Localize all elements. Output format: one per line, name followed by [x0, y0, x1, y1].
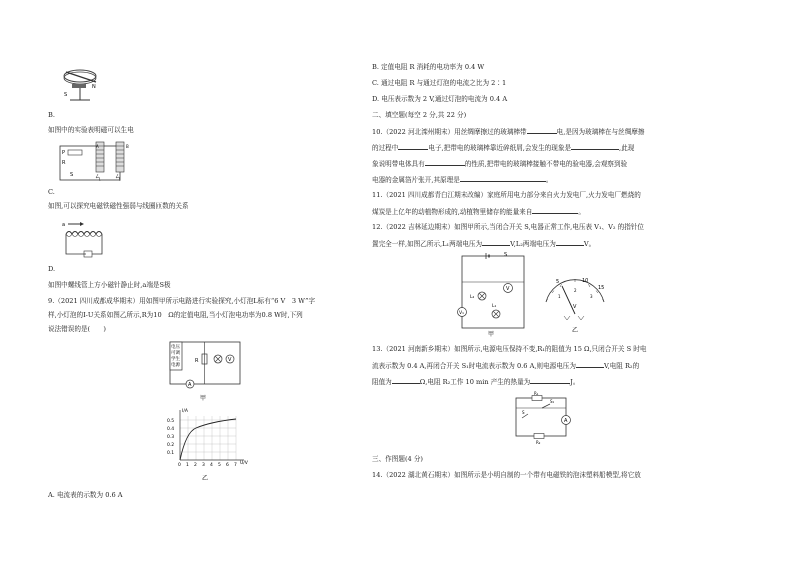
option-c-marker: C. [48, 188, 55, 196]
label-s1: S₁ [550, 399, 555, 404]
x-tick-1: 1 [186, 463, 189, 468]
caption-yi: 乙 [572, 327, 579, 334]
dial-inner-2: 2 [574, 288, 577, 293]
q11-text-2a: 煤炭是上亿年的动植物形成的,动植物里储存的能量来自 [372, 208, 533, 216]
label-p: P [62, 150, 66, 156]
q10-text-1a: 10.（2022 河北滦州期末）用丝绸摩擦过的玻璃棒带 [372, 128, 527, 136]
label-v: V [228, 357, 232, 363]
y-tick-4: 0.1 [167, 451, 175, 456]
y-tick-1: 0.4 [167, 427, 175, 432]
x-tick-4: 4 [210, 463, 213, 468]
label-r: R [195, 358, 199, 364]
q10-blank-5[interactable] [460, 174, 546, 182]
label-b: B [126, 144, 129, 149]
label-s: S [70, 172, 74, 178]
x-label: U/V [240, 461, 248, 466]
q12-line-1: 12.（2022 吉林延边期末）如图甲所示,当闭合开关 S,电器正常工作,电压表 V₁、V₂ 的指针位 [372, 223, 645, 231]
resistor-r1 [532, 396, 542, 401]
graph-grid [180, 416, 236, 460]
q9-option-c: C. 通过电阻 R 与通过灯泡的电流之比为 2∶1 [372, 79, 507, 87]
q9-line-2: 样,小灯泡的I-U关系如图乙所示,R为10 Ω的定值电阻,当小灯泡电功率为0.8 W时,下列 [48, 311, 303, 319]
option-d-text: 如图中螺线管上方小磁针静止时,a端是S极 [48, 281, 171, 289]
q11-line-1: 11.（2021 四川成都青白江期末改编）家庭所用电力部分来自火力发电厂,火力发电厂燃烧的 [372, 191, 641, 199]
caption-yi: 乙 [202, 475, 209, 482]
figure-9-yi-graph [162, 406, 252, 484]
caption-jia: 甲 [488, 331, 495, 338]
q10-line-1 [372, 126, 644, 137]
q10-line-3 [372, 158, 627, 169]
q10-text-4b: 。 [545, 176, 553, 184]
section-3-heading: 三、作图题(4 分) [372, 455, 423, 463]
q9-option-b: B. 定值电阻 R 消耗的电功率为 0.4 W [372, 63, 485, 71]
dial-unit: V [573, 304, 577, 310]
dial-tick-15: 15 [598, 285, 605, 291]
source-text-3: 电源 [171, 363, 180, 368]
source-text-0: 电压 [171, 345, 180, 350]
q10-text-2b: 电子,把带电的玻璃棒靠近碎纸屑,会发生的现象是 [428, 144, 572, 152]
option-c-text: 如图,可以探究电磁铁磁性强弱与线圈匝数的关系 [48, 202, 189, 210]
q10-blank-3[interactable] [571, 142, 619, 150]
switch-s1 [542, 404, 550, 408]
q14-line-1: 14.（2022 湖北黄石期末）如图所示是小明自制的一个带有电磁铁的泡沫塑料船模型,将它放 [372, 471, 641, 479]
q12-text-2b: V,L₂两端电压为 [510, 240, 556, 248]
source-text-2: 学生 [171, 357, 180, 362]
label-r2: R₂ [536, 440, 541, 445]
coil-b [116, 142, 124, 172]
label-v: V [506, 286, 510, 292]
q12-text-2a: 置完全一样,如图乙所示,L₁两端电压为 [372, 240, 483, 248]
q12-blank-2[interactable] [556, 238, 584, 246]
label-a: A [96, 144, 99, 149]
figure-12-yi-voltmeter [540, 276, 610, 334]
option-b-marker: B. [48, 111, 55, 119]
q9-option-d: D. 电压表示数为 2 V,通过灯泡的电流为 0.4 A [372, 95, 508, 103]
q12-blank-1[interactable] [482, 238, 510, 246]
x-tick-6: 6 [226, 463, 229, 468]
y-label: I/A [182, 409, 188, 414]
q13-line-1: 13.（2021 河南新乡期末）如图所示,电源电压保持不变,R₁的阻值为 15 Ω,只闭合开关 S 时电 [372, 345, 647, 353]
option-d-marker: D. [48, 265, 56, 273]
y-tick-3: 0.2 [167, 443, 175, 448]
iu-curve [180, 419, 236, 460]
q13-blank-3[interactable] [530, 376, 570, 384]
figure-b-induction [56, 64, 112, 106]
q13-blank-2[interactable] [392, 376, 420, 384]
label-r1: R₁ [534, 391, 539, 396]
figure-9-jia-circuit [160, 340, 260, 402]
q10-text-3a: 象说明带电体具有 [372, 160, 425, 168]
dial-inner-3: 3 [590, 294, 593, 299]
figure-13-circuit [512, 391, 574, 445]
source-text-1: 可调 [171, 351, 180, 356]
label-a: A [188, 382, 192, 388]
q13-text-3c: J。 [570, 378, 580, 386]
q9-line-3: 说法错误的是( ) [48, 325, 106, 333]
q12-line-2 [372, 238, 595, 249]
dial-tick-5: 5 [556, 279, 560, 285]
q13-text-3b: Ω,电阻 R₂工作 10 min 产生的热量为 [419, 378, 531, 386]
q10-blank-1[interactable] [527, 126, 557, 134]
figure-c-electromagnet [56, 140, 136, 184]
q13-text-2b: V,电阻 R₂的 [603, 362, 640, 370]
q10-blank-2[interactable] [398, 142, 428, 150]
q11-blank-1[interactable] [532, 206, 578, 214]
section-2-heading: 二、填空题(每空 2 分,共 22 分) [372, 111, 467, 119]
label-n: N [92, 84, 96, 90]
label-l1: L₁ [492, 304, 497, 309]
q13-line-2 [372, 360, 639, 371]
label-a: A [564, 418, 568, 424]
q13-line-3 [372, 376, 580, 387]
q12-text-2c: V。 [583, 240, 596, 248]
q10-blank-4[interactable] [425, 158, 465, 166]
q10-text-3b: 的性质,把带电的玻璃棒接触不带电的验电器,会观察到验 [464, 160, 628, 168]
q10-line-4 [372, 174, 552, 185]
dial-inner-1: 1 [558, 294, 561, 299]
q9-option-a: A. 电流表的示数为 0.6 A [48, 491, 123, 499]
q10-text-1b: 电,是因为玻璃棒在与丝绸摩擦 [556, 128, 645, 136]
label-a: a [62, 222, 66, 228]
x-tick-5: 5 [218, 463, 221, 468]
y-tick-0: 0.5 [167, 419, 175, 424]
x-tick-3: 3 [202, 463, 205, 468]
q11-line-2 [372, 206, 585, 217]
q10-text-2a: 的过程中 [372, 144, 399, 152]
label-s: S [522, 410, 525, 415]
figure-d-solenoid [58, 220, 114, 264]
y-tick-2: 0.3 [167, 435, 175, 440]
label-s: S [504, 252, 508, 258]
dial-tick-10: 10 [582, 278, 589, 284]
x-tick-2: 2 [194, 463, 197, 468]
q13-blank-1[interactable] [576, 360, 604, 368]
q9-line-1: 9.（2021 四川成都成华期末）用如图甲所示电路进行实验探究,小灯泡L标有“6 V 3 W”字 [48, 297, 316, 305]
q13-text-3a: 阻值为 [372, 378, 392, 386]
q10-line-2 [372, 142, 634, 153]
x-tick-7: 7 [234, 463, 237, 468]
option-b-text: 如图中的实验表明磁可以生电 [48, 126, 134, 134]
label-s: S [64, 92, 68, 98]
label-l2: L₂ [470, 295, 475, 300]
label-v1: V₁ [459, 311, 464, 316]
q10-text-2c: ,此现 [619, 144, 635, 152]
q13-text-2a: 流表示数为 0.4 A,再闭合开关 S₁时电流表示数为 0.6 A,则电源电压为 [372, 362, 576, 370]
caption-jia: 甲 [200, 395, 207, 402]
x-tick-0: 0 [178, 463, 181, 468]
resistor-r2 [534, 434, 544, 439]
q10-text-4a: 电器的金属箔片张开,其原理是 [372, 176, 460, 184]
figure-12-jia-circuit [456, 252, 532, 338]
label-r: R [62, 160, 66, 166]
q11-text-2b: 。 [578, 208, 585, 216]
